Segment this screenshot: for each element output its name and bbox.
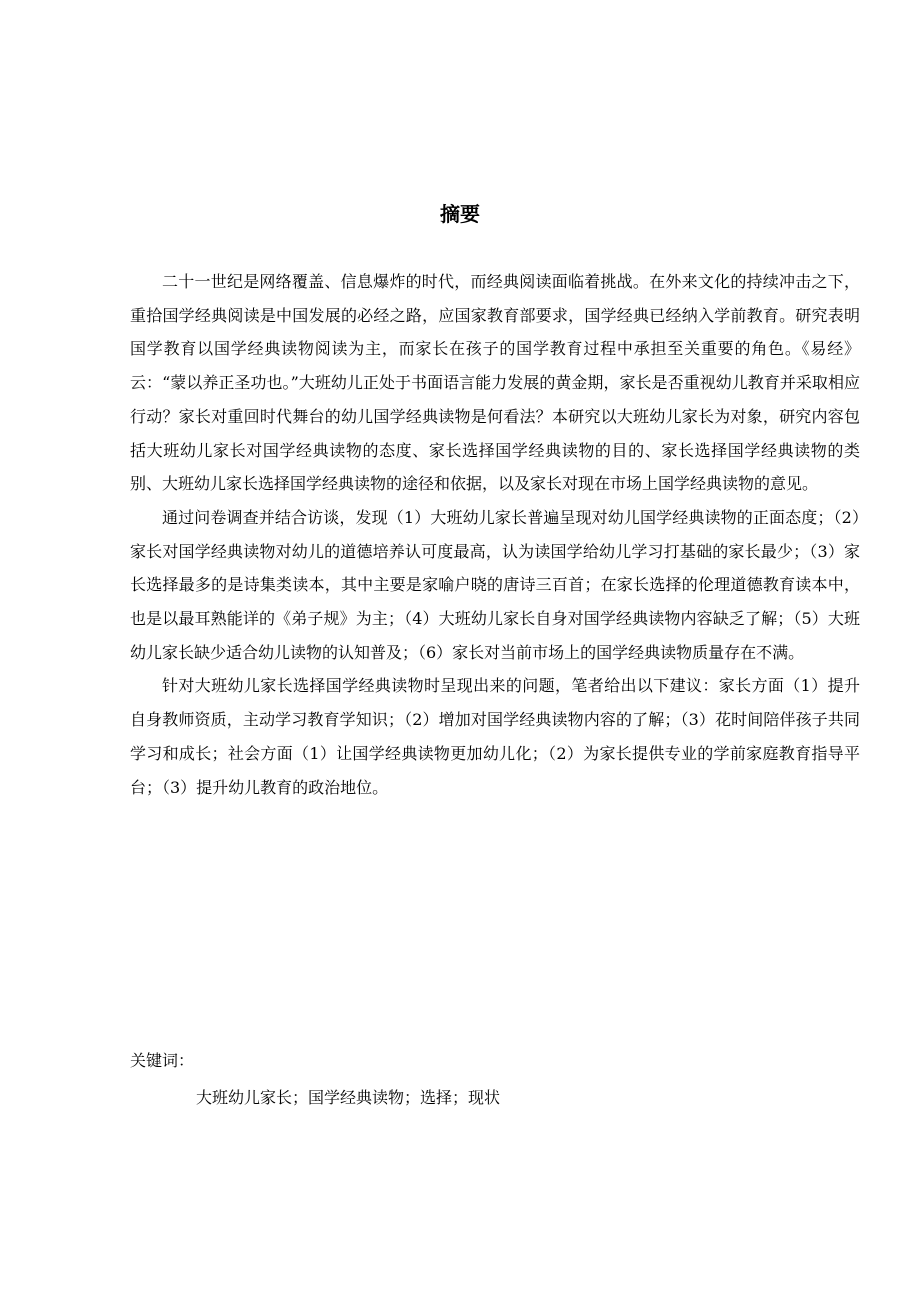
abstract-title: 摘要 xyxy=(440,202,480,226)
abstract-body xyxy=(130,265,860,804)
abstract-paragraph-2: 通过问卷调查并结合访谈，发现（1）大班幼儿家长普遍呈现对幼儿国学经典读物的正面态度；（2）家长对国学经典读物对幼儿的道德培养认可度最高，认为读国学给幼儿学习打基础的家长最少；（3）家长选择最多的是诗集类读本，其中主要是家喻户晓的唐诗三百首；在家长选择的伦理道德教育读本中，也是以最耳熟能详的《弟子规》为主；（4）大班幼儿家长自身对国学经典读物内容缺乏了解；（5）大班幼儿家长缺少适合幼儿读物的认知普及；（6）家长对当前市场上的国学经典读物质量存在不满。 xyxy=(130,507,860,662)
keywords-label: 关键词： xyxy=(130,1051,195,1070)
abstract-paragraph-3: 针对大班幼儿家长选择国学经典读物时呈现出来的问题，笔者给出以下建议：家长方面（1）提升自身教师资质，主动学习教育学知识；（2）增加对国学经典读物内容的了解；（3）花时间陪伴孩子共同学习和成长；社会方面（1）让国学经典读物更加幼儿化；（2）为家长提供专业的学前家庭教育指导平台；（3）提升幼儿教育的政治地位。 xyxy=(130,676,860,797)
abstract-paragraph-1: 二十一世纪是网络覆盖、信息爆炸的时代，而经典阅读面临着挑战。在外来文化的持续冲击之下，重拾国学经典阅读是中国发展的必经之路，应国家教育部要求，国学经典已经纳入学前教育。研究表明国学教育以国学经典读物阅读为主，而家长在孩子的国学教育过程中承担至关重要的角色。《易经》云：“蒙以养正圣功也。”大班幼儿正处于书面语言能力发展的黄金期，家长是否重视幼儿教育并采取相应行动？家长对重回时代舞台的幼儿国学经典读物是何看法？本研究以大班幼儿家长为对象，研究内容包括大班幼儿家长对国学经典读物的态度、家长选择国学经典读物的目的、家长选择国学经典读物的类别、大班幼儿家长选择国学经典读物的途径和依据，以及家长对现在市场上国学经典读物的意见。 xyxy=(130,272,860,494)
keywords-list: 大班幼儿家长；国学经典读物；选择；现状 xyxy=(196,1088,501,1107)
